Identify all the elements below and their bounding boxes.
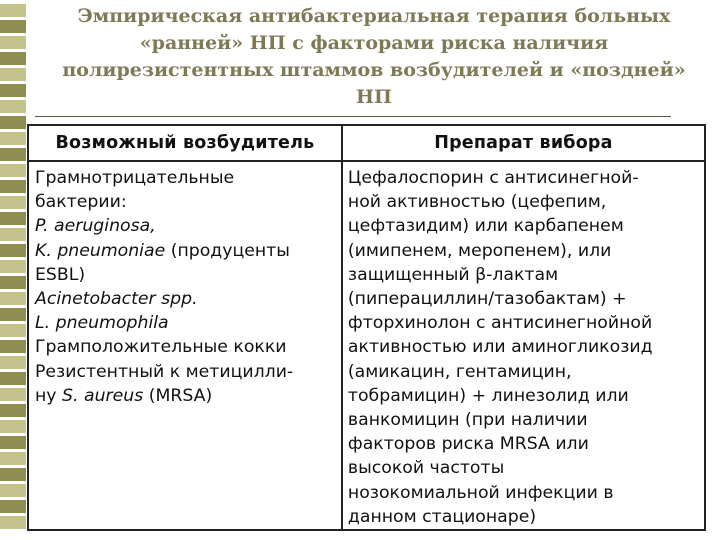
sidebar-square <box>0 132 26 145</box>
pathogen-name: Acinetobacter spp. <box>35 289 198 310</box>
pathogen-line <box>35 384 341 408</box>
pathogen-list <box>29 162 341 408</box>
pathogen-cell <box>28 161 342 530</box>
sidebar-square <box>0 308 26 321</box>
drug-text <box>343 162 704 529</box>
sidebar-square <box>0 356 26 369</box>
pathogen-line <box>35 239 341 263</box>
sidebar-square <box>0 4 26 17</box>
drug-line: факторов риска MRSA или <box>347 434 589 455</box>
pathogen-name: L. pneumophila <box>35 313 169 334</box>
sidebar-square <box>0 212 26 225</box>
drug-line: нозокомиальной инфекции в <box>347 482 614 503</box>
pathogen-line <box>35 263 341 287</box>
sidebar-square <box>0 116 26 129</box>
table-row <box>28 161 705 530</box>
pathogen-line <box>35 360 341 384</box>
sidebar-square <box>0 20 26 33</box>
drug-line: ванкомицин (при наличии <box>347 410 588 431</box>
sidebar-square <box>0 516 26 529</box>
header-drug: Препарат вибора <box>342 125 705 161</box>
sidebar-square <box>0 100 26 113</box>
drug-line: тобрамицин) + линезолид или <box>347 385 629 406</box>
sidebar-square <box>0 484 26 497</box>
title-line: НП <box>356 86 392 108</box>
sidebar-square <box>0 452 26 465</box>
sidebar-square <box>0 36 26 49</box>
title-line: «ранней» НП с факторами риска наличия <box>139 32 609 54</box>
sidebar-square <box>0 468 26 481</box>
sidebar-square <box>0 420 26 433</box>
drug-line: защищенный β-лактам <box>347 264 559 285</box>
sidebar-square <box>0 164 26 177</box>
sidebar-square <box>0 196 26 209</box>
sidebar-square <box>0 372 26 385</box>
drug-line: (имипенем, меропенем), или <box>347 240 612 261</box>
sidebar-square <box>0 388 26 401</box>
pathogen-text: Грамположительные кокки <box>35 337 287 358</box>
drug-line: активностью или аминогликозид <box>347 337 653 358</box>
pathogen-line <box>35 287 341 311</box>
pathogen-line <box>35 214 341 238</box>
drug-line: цефтазидим) или карбапенем <box>347 216 624 237</box>
sidebar-square <box>0 84 26 97</box>
pathogen-line <box>35 311 341 335</box>
pathogen-text: Резистентный к метицилли- <box>35 361 294 382</box>
sidebar-square <box>0 324 26 337</box>
sidebar-square <box>0 180 26 193</box>
sidebar-square <box>0 436 26 449</box>
title-line: полирезистентных штаммов возбудителей и «поздней» <box>62 59 686 81</box>
pathogen-text: (MRSA) <box>143 385 213 406</box>
drug-cell <box>342 161 705 530</box>
decorative-sidebar <box>0 0 26 540</box>
table-header-row <box>28 125 705 161</box>
sidebar-square <box>0 68 26 81</box>
header-pathogen: Возможный возбудитель <box>28 125 342 161</box>
pathogen-name: P. aeruginosa, <box>35 216 156 237</box>
pathogen-text: ну <box>35 385 63 406</box>
sidebar-square <box>0 500 26 513</box>
sidebar-square <box>0 260 26 273</box>
sidebar-square <box>0 228 26 241</box>
drug-line: высокой частоты <box>347 458 505 479</box>
title-underline <box>35 116 671 117</box>
drug-line: фторхинолон с антисинегнойной <box>347 313 653 334</box>
pathogen-line <box>35 190 341 214</box>
drug-line: данном стационаре) <box>347 506 537 527</box>
drug-line: Цефалоспорин с антисинегной- <box>347 168 639 188</box>
sidebar-square <box>0 340 26 353</box>
drug-line: ной активностью (цефепим, <box>347 192 607 213</box>
pathogen-text: Грамнотрицательные <box>35 168 235 188</box>
sidebar-square <box>0 52 26 65</box>
drug-line: (амикацин, гентамицин, <box>347 361 572 382</box>
sidebar-square <box>0 404 26 417</box>
pathogen-text: (продуценты <box>165 240 290 261</box>
slide-title <box>34 3 714 111</box>
treatment-table <box>27 124 706 531</box>
sidebar-square <box>0 276 26 289</box>
sidebar-square <box>0 292 26 305</box>
drug-line: (пиперациллин/тазобактам) + <box>347 289 627 310</box>
pathogen-name: S. aureus <box>62 385 144 406</box>
sidebar-square <box>0 244 26 257</box>
pathogen-line <box>35 166 341 190</box>
pathogen-text: бактерии: <box>35 192 127 213</box>
title-line: Эмпирическая антибактериальная терапия больных <box>77 5 671 27</box>
pathogen-line <box>35 335 341 359</box>
sidebar-square <box>0 148 26 161</box>
pathogen-text: ESBL) <box>35 264 86 285</box>
pathogen-name: K. pneumoniae <box>35 240 166 261</box>
